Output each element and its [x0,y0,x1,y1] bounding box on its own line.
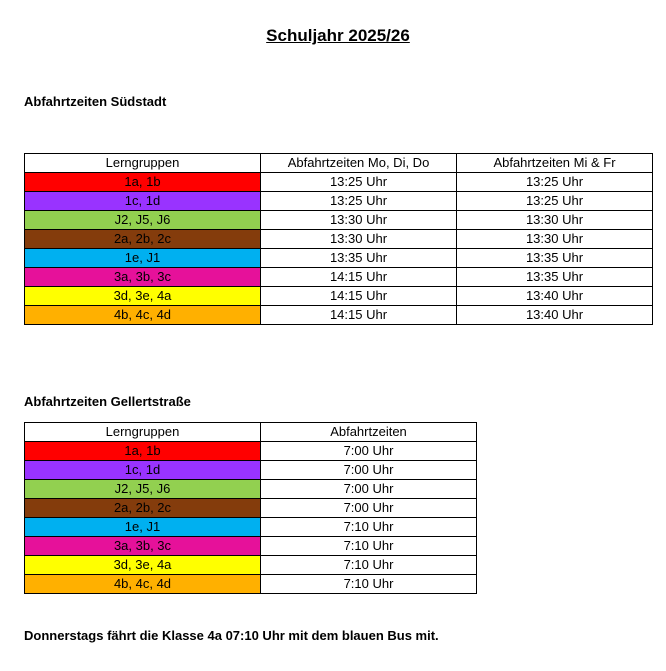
table-header-row [25,423,477,442]
group-cell: 3a, 3b, 3c [25,268,261,287]
time-cell: 7:10 Uhr [261,537,477,556]
group-cell: 1a, 1b [25,173,261,192]
time-cell: 7:00 Uhr [261,499,477,518]
time-cell: 7:10 Uhr [261,556,477,575]
table-row [25,173,653,192]
time-cell-mi-fr: 13:25 Uhr [457,192,653,211]
time-cell-mo-di-do: 13:30 Uhr [261,211,457,230]
table-row [25,192,653,211]
group-cell: 4b, 4c, 4d [25,306,261,325]
time-cell-mo-di-do: 14:15 Uhr [261,287,457,306]
time-cell-mo-di-do: 14:15 Uhr [261,268,457,287]
time-cell-mi-fr: 13:40 Uhr [457,287,653,306]
time-cell-mo-di-do: 13:25 Uhr [261,173,457,192]
column-header-lerngruppen: Lerngruppen [25,154,261,173]
group-cell: 2a, 2b, 2c [25,230,261,249]
table-row [25,211,653,230]
table-row [25,499,477,518]
time-cell: 7:10 Uhr [261,518,477,537]
page-title: Schuljahr 2025/26 [266,26,410,45]
group-cell: 4b, 4c, 4d [25,575,261,594]
footer-note: Donnerstags fährt die Klasse 4a 07:10 Uhr mit dem blauen Bus mit. [24,628,439,643]
table-row [25,249,653,268]
table-row [25,442,477,461]
section-heading-gellertstrasse: Abfahrtzeiten Gellertstraße [24,394,191,409]
group-cell: 2a, 2b, 2c [25,499,261,518]
time-cell-mo-di-do: 13:35 Uhr [261,249,457,268]
table-row [25,268,653,287]
time-cell: 7:10 Uhr [261,575,477,594]
column-header-mo-di-do: Abfahrtzeiten Mo, Di, Do [261,154,457,173]
time-cell: 7:00 Uhr [261,461,477,480]
section-heading-suedstadt: Abfahrtzeiten Südstadt [24,94,167,109]
time-cell-mi-fr: 13:25 Uhr [457,173,653,192]
column-header-abfahrtzeiten: Abfahrtzeiten [261,423,477,442]
group-cell: 1e, J1 [25,249,261,268]
table-row [25,537,477,556]
group-cell: 3d, 3e, 4a [25,287,261,306]
schedule-table-gellertstrasse [24,422,477,594]
group-cell: 1c, 1d [25,192,261,211]
time-cell-mo-di-do: 13:30 Uhr [261,230,457,249]
group-cell: 3a, 3b, 3c [25,537,261,556]
group-cell: 1e, J1 [25,518,261,537]
group-cell: 3d, 3e, 4a [25,556,261,575]
time-cell: 7:00 Uhr [261,480,477,499]
time-cell-mo-di-do: 14:15 Uhr [261,306,457,325]
table-row [25,306,653,325]
group-cell: 1c, 1d [25,461,261,480]
time-cell-mi-fr: 13:40 Uhr [457,306,653,325]
column-header-mi-fr: Abfahrtzeiten Mi & Fr [457,154,653,173]
column-header-lerngruppen: Lerngruppen [25,423,261,442]
table-header-row [25,154,653,173]
table-row [25,575,477,594]
table-row [25,480,477,499]
group-cell: 1a, 1b [25,442,261,461]
table-row [25,461,477,480]
table-row [25,230,653,249]
group-cell: J2, J5, J6 [25,211,261,230]
table-row [25,287,653,306]
time-cell-mi-fr: 13:35 Uhr [457,268,653,287]
group-cell: J2, J5, J6 [25,480,261,499]
table-row [25,556,477,575]
time-cell-mi-fr: 13:35 Uhr [457,249,653,268]
schedule-table-suedstadt [24,153,653,325]
table-row [25,518,477,537]
time-cell: 7:00 Uhr [261,442,477,461]
time-cell-mo-di-do: 13:25 Uhr [261,192,457,211]
time-cell-mi-fr: 13:30 Uhr [457,211,653,230]
time-cell-mi-fr: 13:30 Uhr [457,230,653,249]
